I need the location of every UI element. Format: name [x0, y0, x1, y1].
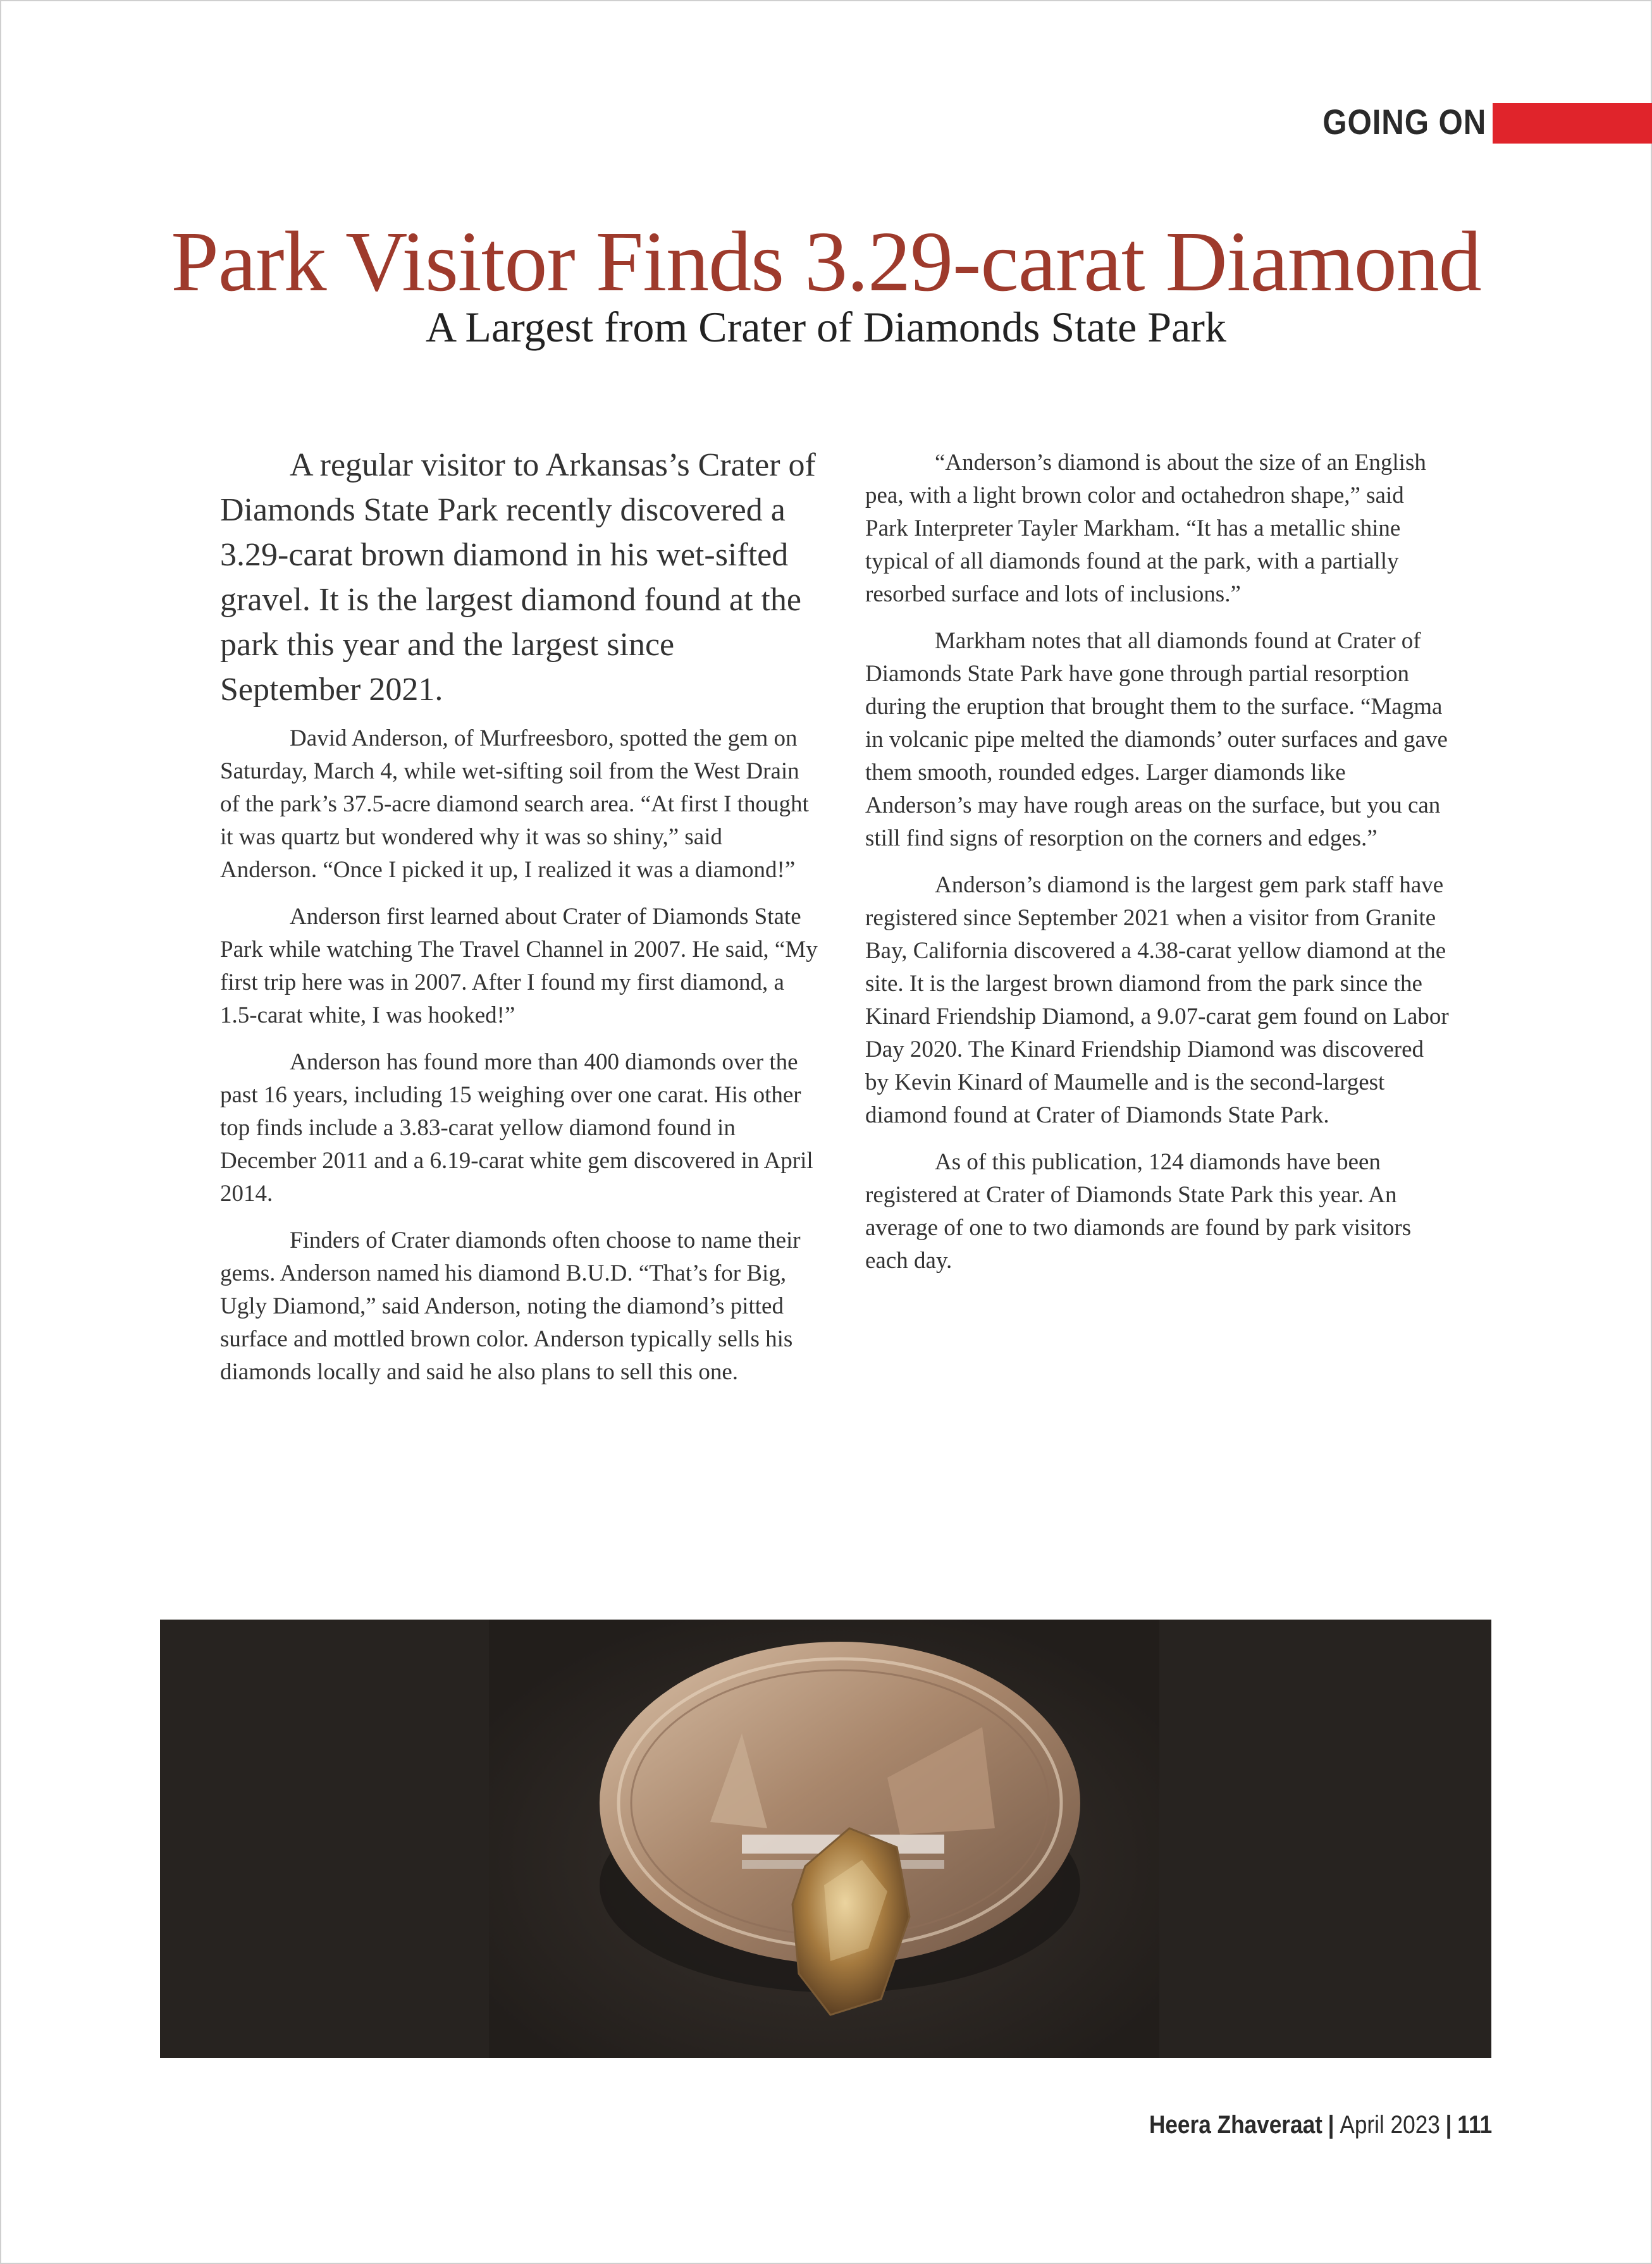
right-column — [865, 446, 1450, 1291]
article-subhead: A Largest from Crater of Diamonds State Park — [426, 303, 1226, 351]
lead-paragraph: A regular visitor to Arkansas’s Crater of Diamonds State Park recently discovered a 3.29-carat brown diamond in his wet-sifted gravel. It is the largest diamond found at the park this year and the largest since September 2021. — [220, 447, 816, 708]
body-paragraph: Anderson has found more than 400 diamonds over the past 16 years, including 15 weighing over one carat. His other top finds include a 3.83-carat yellow diamond found in December 2011 and a 6.19-carat white gem discovered in April 2014. — [220, 1049, 813, 1207]
section-label: GOING ON — [1322, 102, 1486, 142]
body-paragraph: Anderson first learned about Crater of Diamonds State Park while watching The Travel Channel in 2007. He said, “My first trip here was in 2007. After I found my first diamond, a 1.5-carat white, I was hooked!” — [220, 904, 818, 1028]
footer — [1149, 2111, 1492, 2139]
footer-separator: | — [1328, 2111, 1335, 2139]
issue-date: April 2023 — [1340, 2111, 1440, 2139]
body-paragraph: David Anderson, of Murfreesboro, spotted the gem on Saturday, March 4, while wet-sifting soil from the West Drain of the park’s 37.5-acre diamond search area. “At first I thought it was quartz but wondered why it was so shiny,” said Anderson. “Once I picked it up, I realized it was a diamond!” — [220, 725, 809, 883]
article-headline: Park Visitor Finds 3.29-carat Diamond — [171, 214, 1481, 309]
footer-separator: | — [1445, 2111, 1452, 2139]
body-paragraph: Finders of Crater diamonds often choose to name their gems. Anderson named his diamond B.U.D. “That’s for Big, Ugly Diamond,” said Anderson, noting the diamond’s pitted surface and mottled brown color. Anderson typically sells his diamonds locally and said he also plans to sell this one. — [220, 1227, 801, 1385]
magazine-name: Heera Zhaveraat — [1149, 2111, 1322, 2139]
body-paragraph: Markham notes that all diamonds found at Crater of Diamonds State Park have gone through partial resorption during the eruption that brought them to the surface. “Magma in volcanic pipe melted the diamonds’ outer surfaces and gave them smooth, rounded edges. Larger diamonds like Anderson’s may have rough areas on the surface, but you can still find signs of resorption on the corners and edges.” — [865, 628, 1448, 851]
body-paragraph: “Anderson’s diamond is about the size of an English pea, with a light brown color and octahedron shape,” said Park Interpreter Tayler Markham. “It has a metallic shine typical of all diamonds found at the park, with a partially resorbed surface and lots of inclusions.” — [865, 450, 1426, 607]
body-paragraph: As of this publication, 124 diamonds have been registered at Crater of Diamonds State Park this year. An average of one to two diamonds are found by park visitors each day. — [865, 1149, 1412, 1274]
page-number: 111 — [1457, 2111, 1492, 2139]
section-accent-bar — [1493, 103, 1652, 144]
body-paragraph: Anderson’s diamond is the largest gem park staff have registered since September 2021 when a visitor from Granite Bay, California discovered a 4.38-carat yellow diamond at the site. It is the largest brown diamond from the park since the Kinard Friendship Diamond, a 9.07-carat gem found on Labor Day 2020. The Kinard Friendship Diamond was discovered by Kevin Kinard of Maumelle and is the second-largest diamond found at Crater of Diamonds State Park. — [865, 872, 1449, 1128]
diamond-photo — [160, 1620, 1491, 2058]
left-column — [220, 443, 821, 1403]
diamond-on-coin-icon — [160, 1620, 1491, 2058]
